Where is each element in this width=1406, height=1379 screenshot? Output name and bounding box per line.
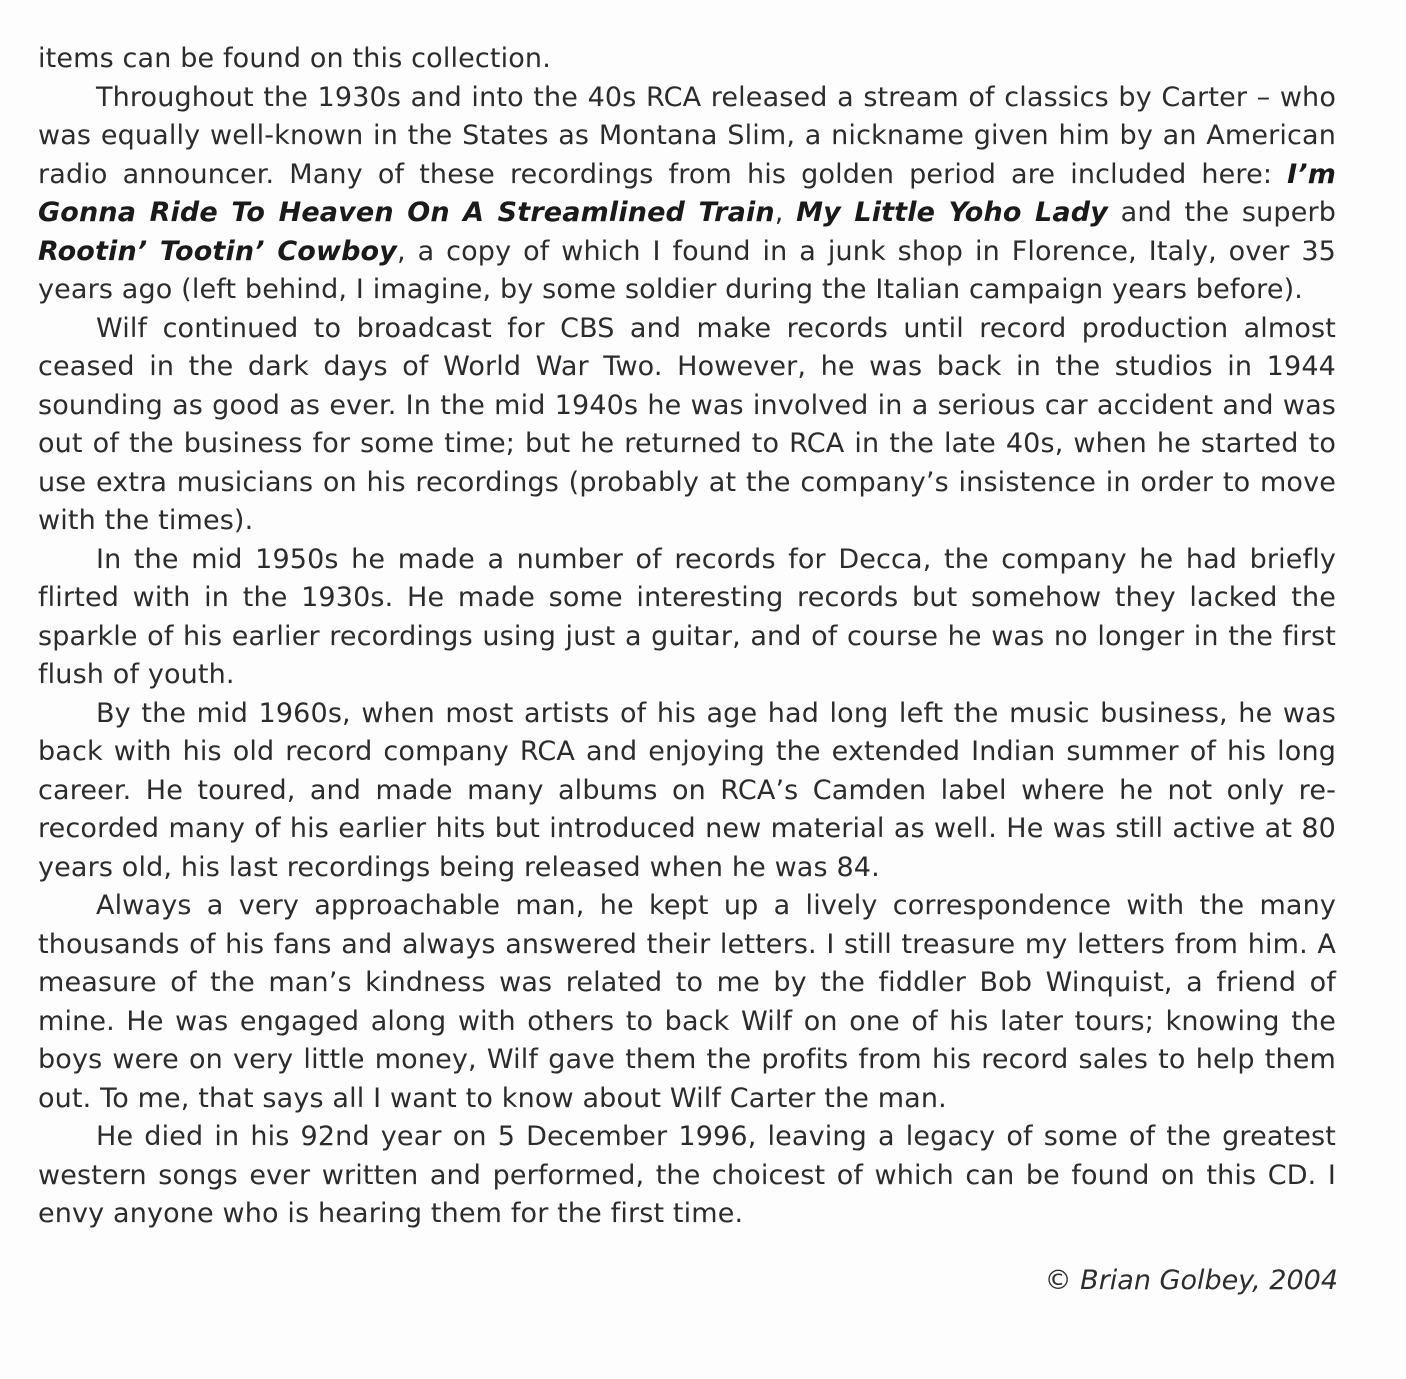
paragraph-text: He died in his 92nd year on 5 December 1996, leaving a legacy of some of the greatest western songs ever written and performed, the choicest of which can be found on this CD. I envy anyone who is hearing them for the first time. [38, 1121, 1336, 1229]
song-title: I’m Gonna Ride To Heaven On A Streamlined Train [38, 158, 1336, 228]
paragraph-text: , a copy of which I found in a junk shop in Florence, Italy, over 35 years ago (left behind, I imagine, by some soldier during the Italian campaign years before). [38, 235, 1336, 305]
paragraph-text: items can be found on this collection. [38, 43, 551, 74]
author-credit: © Brian Golbey, 2004 [1044, 1265, 1338, 1296]
paragraph-text: Wilf continued to broadcast for CBS and make records until record production almost ceased in the dark days of World War Two. However, he was back in the studios in 1944 sounding as good as ever. In the mid 1940s he was involved in a serious car accident and was out of the business for some time; but he returned to RCA in the late 40s, when he started to use extra musicians on his recordings (probably at the company’s insistence in order to move with the times). [38, 312, 1336, 536]
paragraph-legacy [38, 1118, 1336, 1234]
paragraph-approachable-man [38, 887, 1336, 1118]
paragraph-text: In the mid 1950s he made a number of records for Decca, the company he had briefly flirted with in the 1930s. He made some interesting records but somehow they lacked the sparkle of his earlier recordings using just a guitar, and of course he was no longer in the first flush of youth. [38, 543, 1336, 690]
paragraph-cbs-broadcasts [38, 310, 1336, 541]
paragraph-text: By the mid 1960s, when most artists of his age had long left the music business, he was back with his old record company RCA and enjoying the extended Indian summer of his long career. He toured, and made many albums on RCA’s Camden label where he not only re-recorded many of his earlier hits but introduced new material as well. He was still active at 80 years old, his last recordings being released when he was 84. [38, 697, 1336, 883]
liner-notes-body [38, 40, 1336, 1234]
separator-text: and the superb [1107, 197, 1336, 228]
song-title: My Little Yoho Lady [796, 197, 1108, 228]
paragraph-decca-years [38, 541, 1336, 695]
paragraph-continuation [38, 40, 1336, 79]
paragraph-text: Throughout the 1930s and into the 40s RCA released a stream of classics by Carter – who was equally well-known in the States as Montana Slim, a nickname given him by an American radio announcer. Many of these recordings from his golden period are included here: [38, 81, 1336, 190]
paragraph-rca-classics [38, 79, 1336, 310]
paragraph-text: Always a very approachable man, he kept up a lively correspondence with the many thousands of his fans and always answered their letters. I still treasure my letters from him. A measure of the man’s kindness was related to me by the fiddler Bob Winquist, a friend of mine. He was engaged along with others to back Wilf on one of his later tours; knowing the boys were on very little money, Wilf gave them the profits from his record sales to help them out. To me, that says all I want to know about Wilf Carter the man. [38, 890, 1336, 1114]
separator-text: , [774, 197, 797, 228]
paragraph-1960s-career [38, 695, 1336, 888]
song-title: Rootin’ Tootin’ Cowboy [38, 235, 397, 267]
